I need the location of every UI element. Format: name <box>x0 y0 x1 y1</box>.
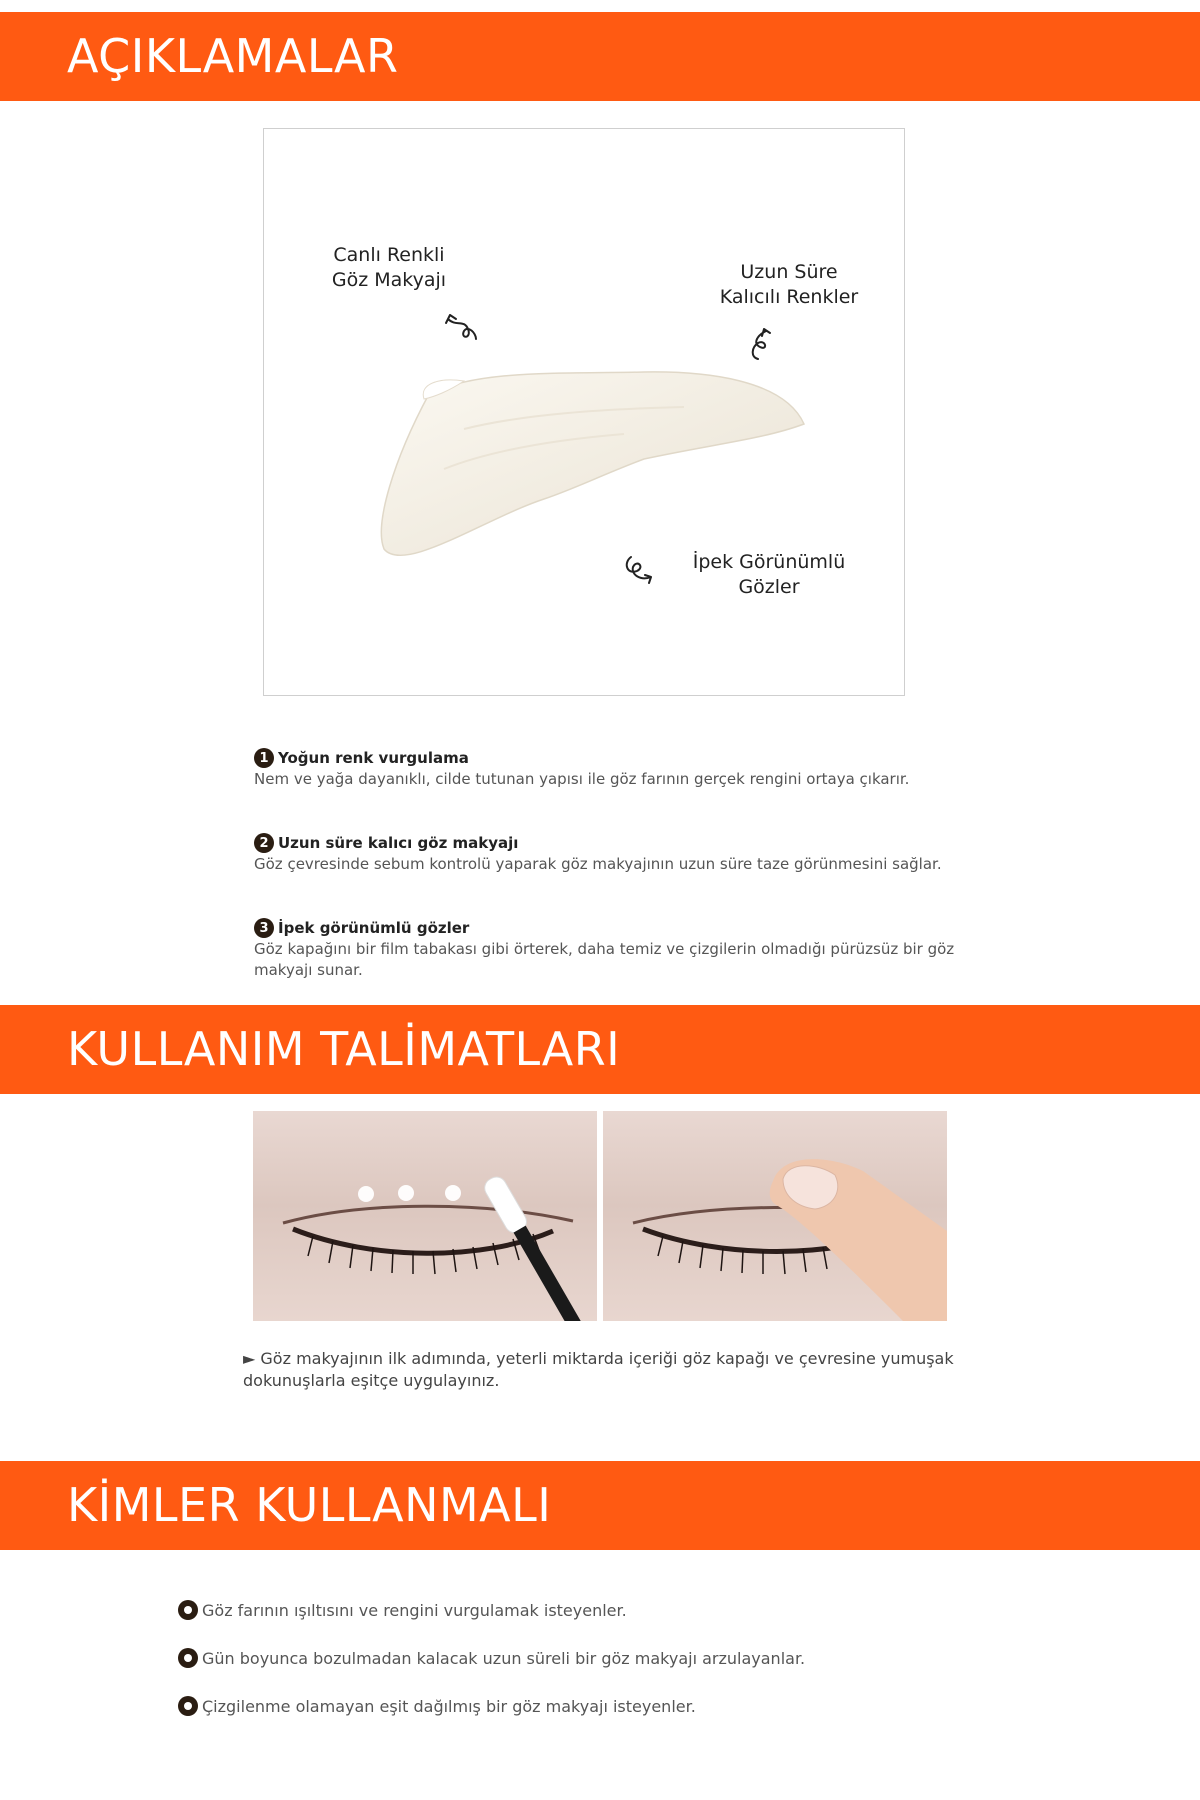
cream-swatch <box>264 129 904 695</box>
usage-banner <box>0 1005 1200 1094</box>
benefit-title <box>254 748 1014 768</box>
who-text: Gün boyunca bozulmadan kalacak uzun süreli bir göz makyajı arzulayanlar. <box>202 1648 806 1668</box>
label-vivid-color <box>304 243 474 293</box>
label-line: İpek Görünümlü <box>692 551 846 573</box>
application-photo-finger <box>603 1111 947 1321</box>
label-line: Göz Makyajı <box>331 269 447 291</box>
who-list-item <box>178 1648 805 1668</box>
label-line: Canlı Renkli <box>333 244 445 266</box>
benefit-title-text: İpek görünümlü gözler <box>278 919 470 937</box>
curly-arrow-icon <box>744 325 780 365</box>
description-banner <box>0 12 1200 101</box>
curly-arrow-icon <box>442 309 482 345</box>
benefit-description: Göz çevresinde sebum kontrolü yaparak göz makyajının uzun süre taze görünmesini sağlar. <box>254 855 942 873</box>
application-photo-brush <box>253 1111 597 1321</box>
usage-title: KULLANIM TALİMATLARI <box>67 1022 621 1076</box>
number-badge: 3 <box>254 918 274 938</box>
benefit-item <box>254 833 1014 875</box>
label-line: Uzun Süre <box>740 261 838 283</box>
who-text: Göz farının ışıltısını ve rengini vurgulamak isteyenler. <box>202 1600 627 1620</box>
number-badge: 1 <box>254 748 274 768</box>
who-list-item <box>178 1696 696 1716</box>
usage-instruction: ► Göz makyajının ilk adımında, yeterli miktarda içeriği göz kapağı ve çevresine yumuşak dokunuşlarla eşitçe uygulayınız. <box>243 1349 954 1390</box>
eye-finger-illustration <box>603 1111 947 1321</box>
benefit-item <box>254 918 1014 981</box>
texture-image <box>263 128 905 696</box>
benefit-title-text: Uzun süre kalıcı göz makyajı <box>278 834 519 852</box>
number-badge: 2 <box>254 833 274 853</box>
benefit-title <box>254 833 1014 853</box>
benefit-item <box>254 748 1014 790</box>
who-banner <box>0 1461 1200 1550</box>
eye-brush-illustration <box>253 1111 597 1321</box>
curly-arrow-icon <box>621 553 661 589</box>
label-long-lasting <box>704 260 874 310</box>
benefit-title <box>254 918 1014 938</box>
benefit-title-text: Yoğun renk vurgulama <box>278 749 469 767</box>
label-silky-eyes <box>669 550 869 600</box>
bullet-icon <box>178 1696 198 1716</box>
who-title: KİMLER KULLANMALI <box>67 1478 552 1532</box>
label-line: Kalıcılı Renkler <box>719 286 859 308</box>
bullet-icon <box>178 1648 198 1668</box>
bullet-icon <box>178 1600 198 1620</box>
label-line: Gözler <box>738 576 800 598</box>
benefit-description: Göz kapağını bir film tabakası gibi örterek, daha temiz ve çizgilerin olmadığı pürüzsüz bir göz makyajı sunar. <box>254 940 955 979</box>
benefit-description: Nem ve yağa dayanıklı, cilde tutunan yapısı ile göz farının gerçek rengini ortaya çıkarır. <box>254 770 910 788</box>
who-text: Çizgilenme olamayan eşit dağılmış bir göz makyajı isteyenler. <box>202 1696 696 1716</box>
description-title: AÇIKLAMALAR <box>67 29 399 83</box>
who-list-item <box>178 1600 627 1620</box>
